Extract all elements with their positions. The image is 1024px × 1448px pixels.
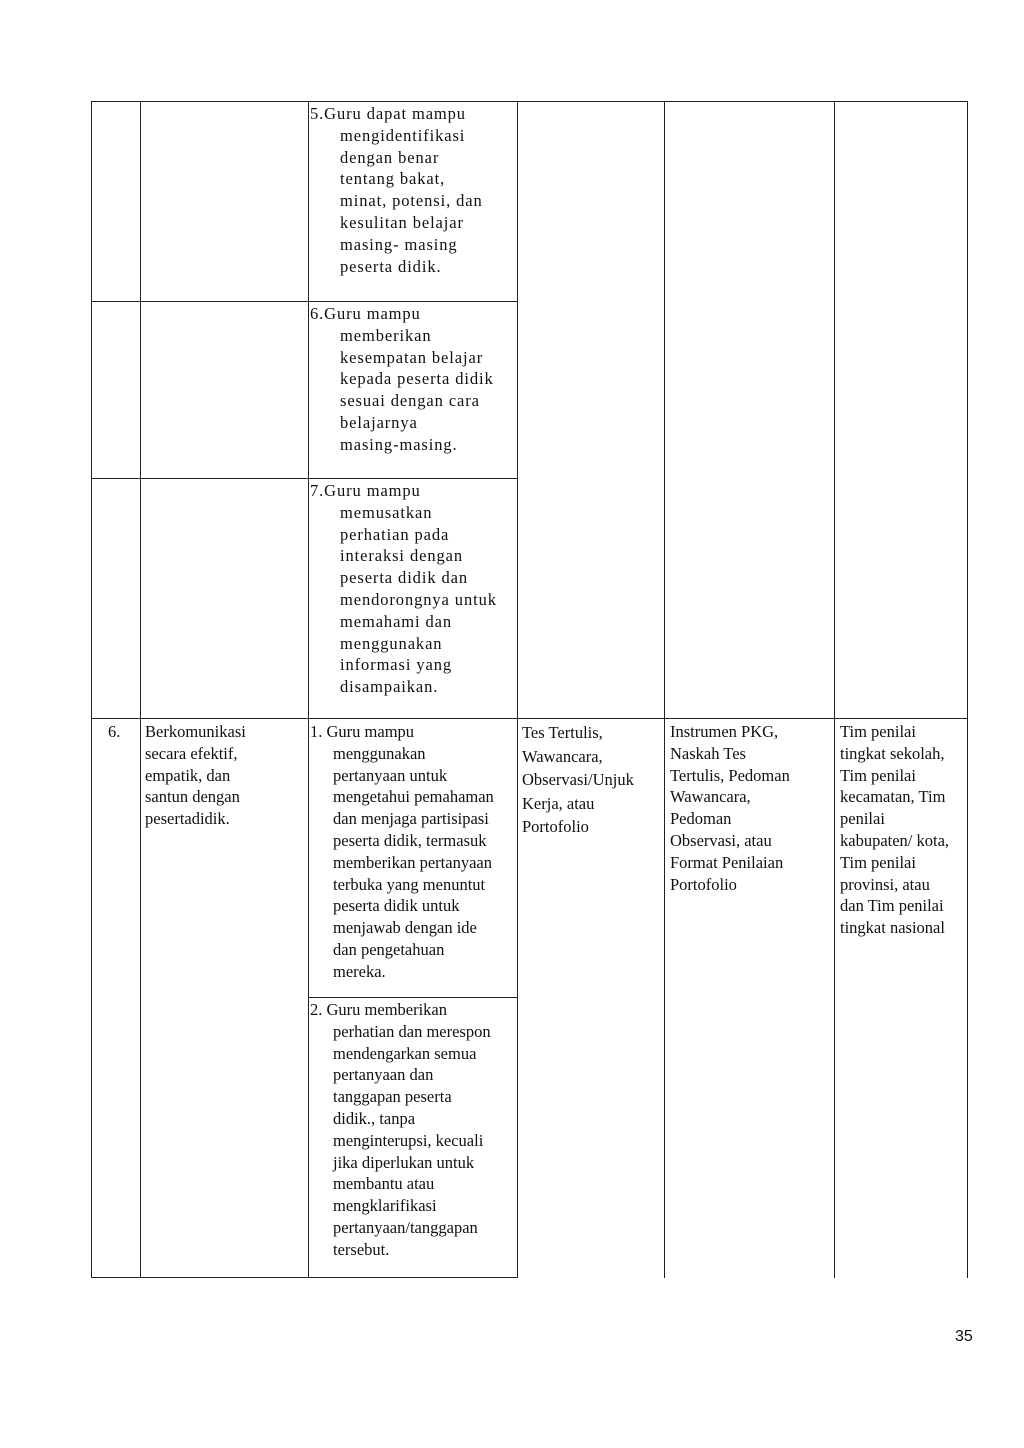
criterion-5 (310, 103, 483, 277)
assessor-line: dan Tim penilai (840, 896, 944, 916)
criterion-line: mendengarkan semua (333, 1043, 477, 1063)
assessor-line: kabupaten/ kota, (840, 830, 950, 850)
criterion-line: dengan benar (340, 147, 440, 167)
instrument-line: Wawancara, (670, 787, 751, 807)
col-border-right (967, 101, 968, 1278)
criterion-line: dan menjaga partisipasi (333, 809, 489, 829)
criterion-line: pertanyaan dan (333, 1065, 434, 1085)
instrument-line: Instrumen PKG, (670, 722, 779, 741)
criterion-line: mereka. (333, 961, 386, 981)
criterion-line: tentang bakat, (340, 169, 446, 189)
competency-line: santun dengan (145, 787, 240, 807)
competency-line: secara efektif, (145, 743, 238, 763)
assessor-line: tingkat nasional (840, 918, 945, 938)
criterion-line: pertanyaan untuk (333, 765, 448, 785)
criterion-line: 6.Guru mampu (310, 304, 421, 323)
assessment-instrument (670, 721, 790, 895)
criterion-line: minat, potensi, dan (340, 191, 483, 211)
criterion-line: menginterupsi, kecuali (333, 1130, 484, 1150)
competency-line: Berkomunikasi (145, 722, 246, 741)
criterion-7 (310, 480, 497, 698)
criterion-line: 7.Guru mampu (310, 481, 421, 500)
assessor (840, 721, 949, 939)
competency-text (145, 721, 246, 830)
row-number: 6. (108, 722, 121, 741)
criterion-line: masing-masing. (340, 434, 458, 454)
criterion-line: menggunakan (333, 743, 426, 763)
criterion-line: interaksi dengan (340, 546, 463, 566)
criterion-line: disampaikan. (340, 677, 439, 697)
instrument-line: Portofolio (670, 874, 737, 894)
criterion-line: peserta didik, termasuk (333, 830, 487, 850)
criterion-line: mengetahui pemahaman (333, 787, 494, 807)
criterion-line: terbuka yang menuntut (333, 874, 486, 894)
instrument-line: Format Penilaian (670, 852, 784, 872)
col-border-left (91, 101, 92, 1278)
criterion-line: tersebut. (333, 1239, 390, 1259)
row-divider-5-6 (91, 301, 518, 302)
criterion-line: peserta didik. (340, 256, 442, 276)
page-number: 35 (955, 1328, 973, 1345)
criterion-line: masing- masing (340, 234, 458, 254)
row-divider-6-7 (91, 478, 518, 479)
assessor-line: tingkat sekolah, (840, 743, 945, 763)
table-bottom-border (91, 1277, 518, 1278)
criterion-line: peserta didik dan (340, 568, 469, 588)
assessor-line: Tim penilai (840, 722, 916, 741)
criterion-line: perhatian pada (340, 524, 450, 544)
criterion-row6-1 (310, 721, 494, 983)
instrument-line: Tertulis, Pedoman (670, 765, 790, 785)
criterion-line: belajarnya (340, 412, 418, 432)
assessor-line: Tim penilai (840, 765, 916, 785)
criterion-line: didik., tanpa (333, 1108, 416, 1128)
instrument-line: Naskah Tes (670, 743, 746, 763)
instrument-line: Observasi, atau (670, 830, 772, 850)
criterion-line: kepada peserta didik (340, 369, 494, 389)
criterion-line: 1. Guru mampu (310, 722, 415, 741)
criterion-line: dan pengetahuan (333, 939, 445, 959)
assessment-method (522, 721, 634, 839)
criterion-line: memahami dan (340, 611, 453, 631)
criterion-divider-1-2 (308, 997, 518, 998)
criterion-line: tanggapan peserta (333, 1087, 452, 1107)
method-line: Wawancara, (522, 746, 603, 766)
competency-line: empatik, dan (145, 765, 231, 785)
instrument-line: Pedoman (670, 809, 732, 829)
criterion-line: memusatkan (340, 502, 433, 522)
criterion-line: kesempatan belajar (340, 347, 484, 367)
row-divider-section-6 (91, 718, 968, 719)
criterion-line: sesuai dengan cara (340, 391, 480, 411)
criterion-line: mendorongnya untuk (340, 589, 497, 609)
criterion-line: mengidentifikasi (340, 125, 466, 145)
col-border-4 (664, 101, 665, 1278)
criterion-line: memberikan (340, 325, 432, 345)
method-line: Tes Tertulis, (522, 723, 603, 742)
method-line: Kerja, atau (522, 793, 595, 813)
criterion-line: pertanyaan/tanggapan (333, 1217, 478, 1237)
assessor-line: Tim penilai (840, 852, 916, 872)
col-border-2 (308, 101, 309, 1278)
criterion-line: jika diperlukan untuk (333, 1152, 475, 1172)
method-line: Portofolio (522, 817, 589, 836)
criterion-line: membantu atau (333, 1174, 435, 1194)
col-border-3 (517, 101, 518, 1278)
criterion-6 (310, 303, 494, 456)
criterion-line: peserta didik untuk (333, 896, 460, 916)
criterion-row6-2 (310, 999, 491, 1261)
method-line: Observasi/Unjuk (522, 770, 634, 789)
criterion-line: 2. Guru memberikan (310, 1000, 448, 1019)
criterion-line: menggunakan (340, 633, 443, 653)
criterion-line: informasi yang (340, 655, 453, 675)
criterion-line: 5.Guru dapat mampu (310, 104, 466, 123)
competency-line: pesertadidik. (145, 809, 230, 829)
criterion-line: perhatian dan merespon (333, 1021, 491, 1041)
col-border-1 (140, 101, 141, 1278)
assessor-line: provinsi, atau (840, 874, 930, 894)
criterion-line: memberikan pertanyaan (333, 852, 492, 872)
criterion-line: menjawab dengan ide (333, 918, 477, 938)
assessor-line: kecamatan, Tim (840, 787, 946, 807)
col-border-5 (834, 101, 835, 1278)
table-top-border (91, 101, 968, 102)
criterion-line: kesulitan belajar (340, 212, 464, 232)
criterion-line: mengklarifikasi (333, 1196, 437, 1216)
assessor-line: penilai (840, 809, 885, 829)
